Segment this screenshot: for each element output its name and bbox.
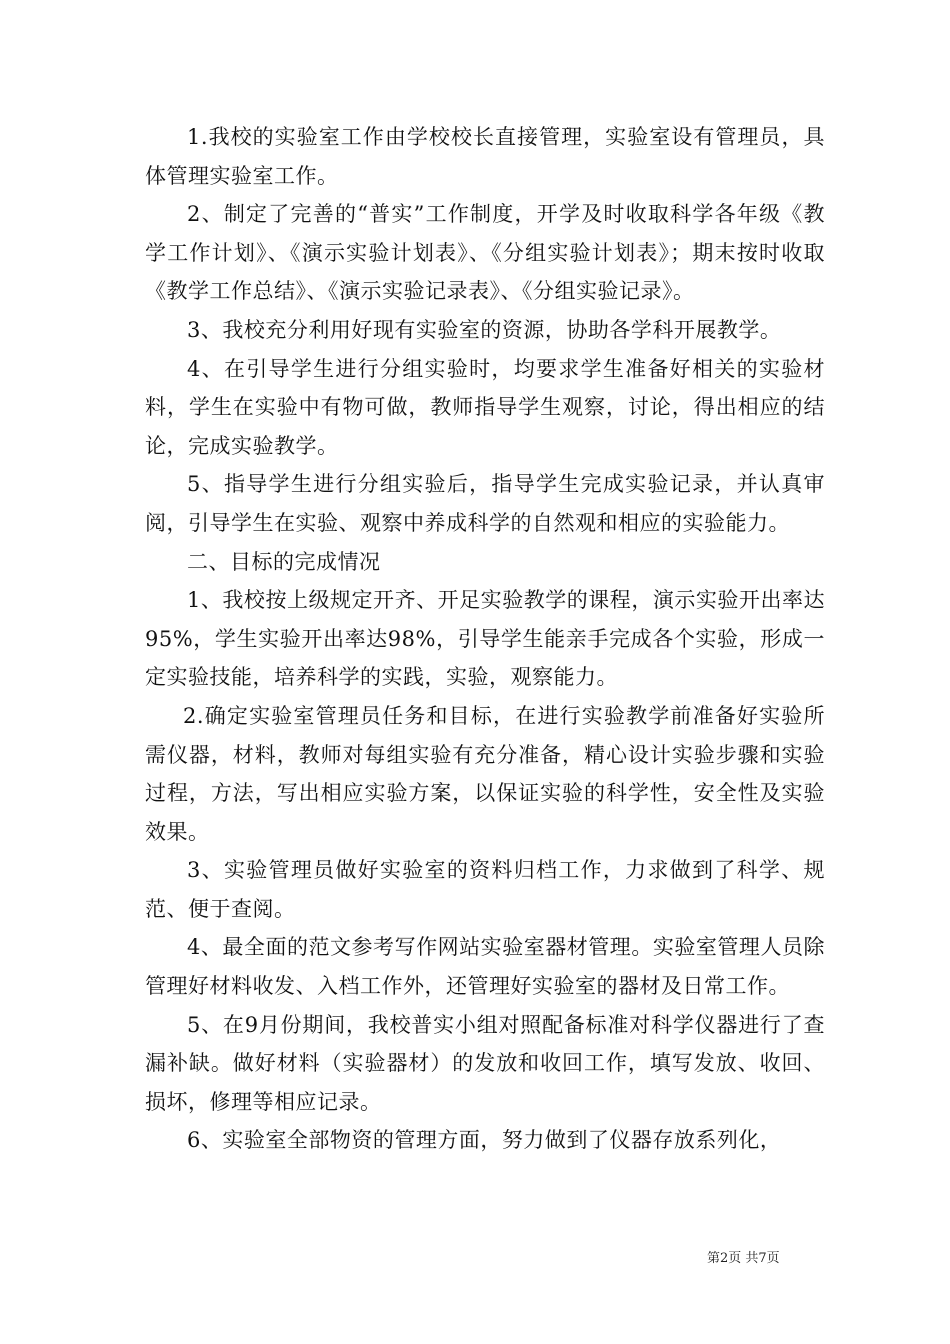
paragraph: 4、在引导学生进行分组实验时，均要求学生准备好相关的实验材料，学生在实验中有物可做，教师指导学生观察，讨论，得出相应的结论，完成实验教学。 <box>145 356 825 458</box>
paragraph: 2.确定实验室管理员任务和目标，在进行实验教学前准备好实验所需仪器，材料，教师对每组实验有充分准备，精心设计实验步骤和实验过程，方法，写出相应实验方案，以保证实验的科学性，安全性及实验效果。 <box>145 703 825 844</box>
paragraph: 2、制定了完善的“普实”工作制度，开学及时收取科学各年级《教学工作计划》、《演示实验计划表》、《分组实验计划表》；期末按时收取《教学工作总结》、《演示实验记录表》、《分组实验记录》。 <box>145 202 825 304</box>
section-heading: 二、目标的完成情况 <box>187 549 381 574</box>
document-body <box>145 118 825 1160</box>
page-number-footer: 第2页 共7页 <box>707 1251 780 1266</box>
paragraph: 3、实验管理员做好实验室的资料归档工作，力求做到了科学、规范、便于查阅。 <box>145 858 825 921</box>
paragraph: 5、指导学生进行分组实验后，指导学生完成实验记录，并认真审阅，引导学生在实验、观察中养成科学的自然观和相应的实验能力。 <box>145 472 825 535</box>
paragraph: 1.我校的实验室工作由学校校长直接管理，实验室设有管理员，具体管理实验室工作。 <box>145 125 825 188</box>
paragraph: 1、我校按上级规定开齐、开足实验教学的课程，演示实验开出率达95%，学生实验开出率达98%，引导学生能亲手完成各个实验，形成一定实验技能，培养科学的实践，实验，观察能力。 <box>145 588 825 690</box>
paragraph: 5、在9月份期间，我校普实小组对照配备标准对科学仪器进行了查漏补缺。做好材料（实验器材）的发放和收回工作，填写发放、收回、损坏，修理等相应记录。 <box>145 1012 825 1114</box>
paragraph: 3、我校充分利用好现有实验室的资源，协助各学科开展教学。 <box>187 317 782 342</box>
paragraph: 6、实验室全部物资的管理方面，努力做到了仪器存放系列化， <box>187 1128 782 1153</box>
paragraph: 4、最全面的范文参考写作网站实验室器材管理。实验室管理人员除管理好材料收发、入档工作外，还管理好实验室的器材及日常工作。 <box>145 935 825 999</box>
